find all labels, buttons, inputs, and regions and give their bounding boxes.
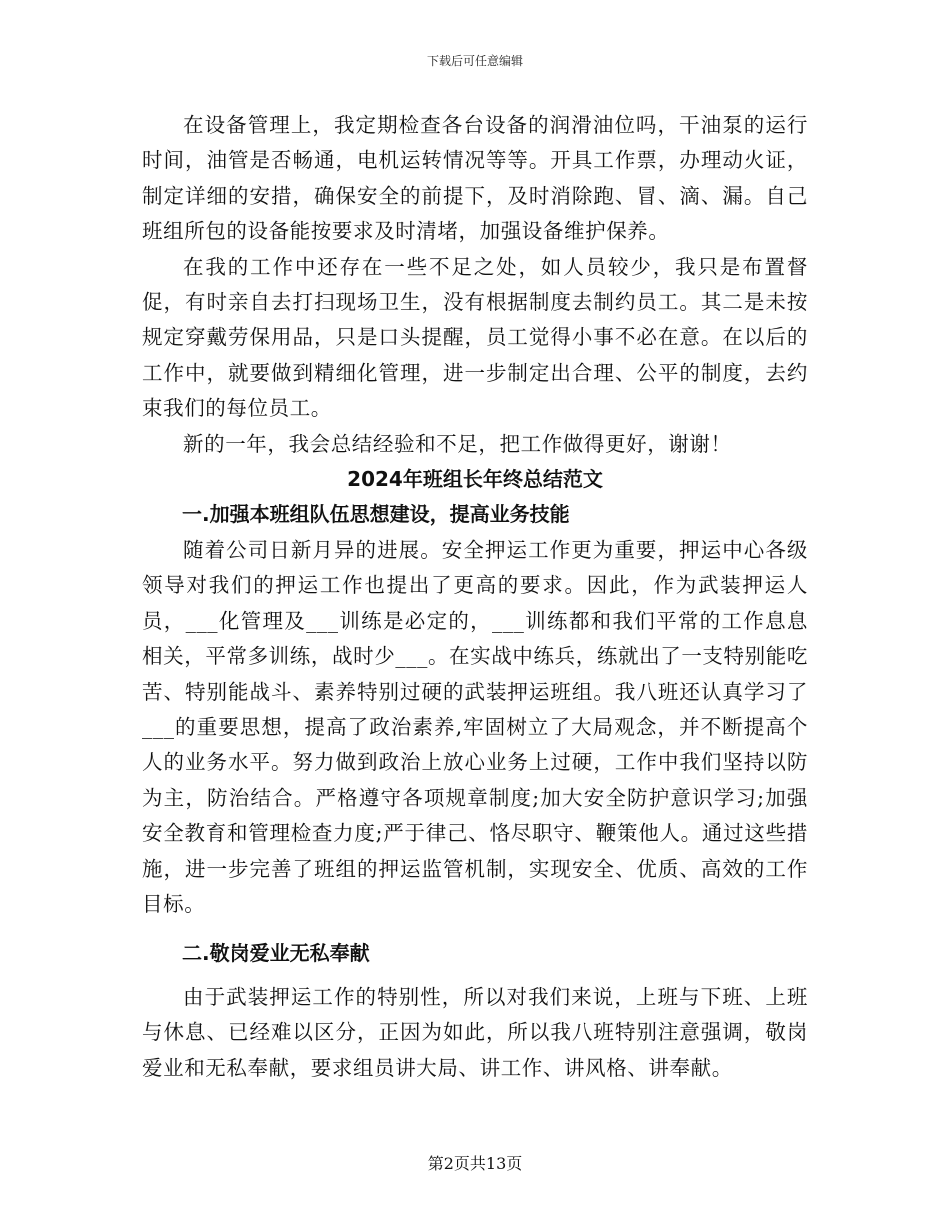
paragraph-equipment-management: 在设备管理上，我定期检查各台设备的润滑油位吗，干油泵的运行时间，油管是否畅通，电机运转情况等等。开具工作票，办理动火证，制定详细的安措，确保安全的前提下，及时消除跑、冒、滴、漏。自己班组所包的设备能按要求及时清堵，加强设备维护保养。	[142, 113, 808, 244]
document-title: 2024年班组长年终总结范文	[347, 467, 603, 492]
paragraph-team-building: 随着公司日新月异的进展。安全押运工作更为重要，押运中心各级领导对我们的押运工作也提出了更高的要求。因此，作为武装押运人员，___化管理及___训练是必定的，___训练都和我们平常的工作息息相关，平常多训练，战时少___。在实战中练兵，练就出了一支特别能吃苦、特别能战斗、素养特别过硬的武装押运班组。我八班还认真学习了___的重要思想，提高了政治素养,牢固树立了大局观念，并不断提高个人的业务水平。努力做到政治上放心业务上过硬，工作中我们坚持以防为主，防治结合。严格遵守各项规章制度;加大安全防护意识学习;加强安全教育和管理检查力度;严于律己、恪尽职守、鞭策他人。通过这些措施，进一步完善了班组的押运监管机制，实现安全、优质、高效的工作目标。	[142, 537, 808, 916]
paragraph-new-year: 新的一年，我会总结经验和不足，把工作做得更好，谢谢！	[183, 431, 732, 456]
document-body	[142, 108, 808, 1086]
paragraph-dedication: 由于武装押运工作的特别性，所以对我们来说，上班与下班、上班与休息、已经难以区分，正因为如此，所以我八班特别注意强调，敬岗爱业和无私奉献，要求组员讲大局、讲工作、讲风格、讲奉献。	[142, 984, 808, 1080]
section-heading-2: 二.敬岗爱业无私奉献	[182, 941, 370, 966]
paragraph-shortcomings: 在我的工作中还存在一些不足之处，如人员较少，我只是布置督促，有时亲自去打扫现场卫生，没有根据制度去制约员工。其二是未按规定穿戴劳保用品，只是口头提醒，员工觉得小事不必在意。在以后的工作中，就要做到精细化管理，进一步制定出合理、公平的制度，去约束我们的每位员工。	[142, 254, 808, 421]
section-heading-1: 一.加强本班组队伍思想建设，提高业务技能	[182, 502, 570, 527]
page-header-note: 下载后可任意编辑	[426, 54, 523, 68]
page-number: 第2页共13页	[427, 1154, 523, 1173]
